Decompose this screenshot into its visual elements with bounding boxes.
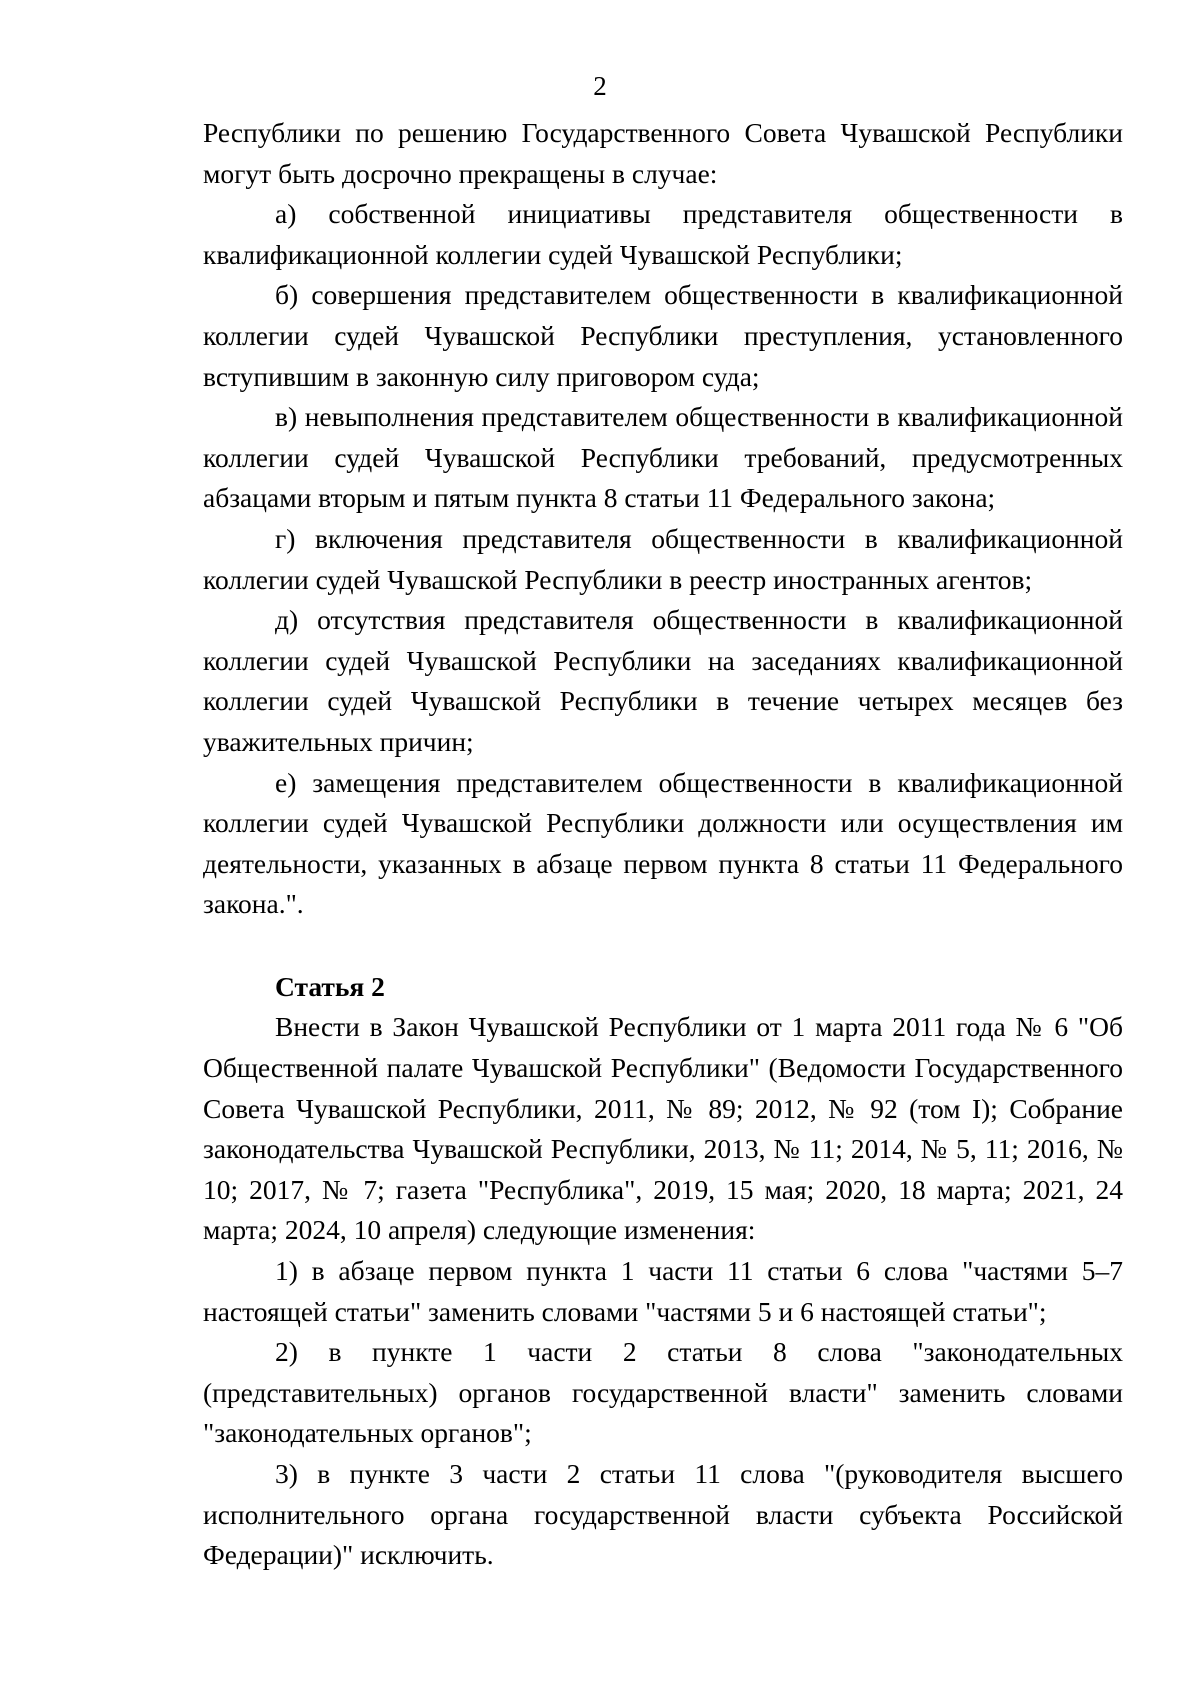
article1-item-b: б) совершения представителем общественности в квалификационной коллегии судей Чувашской Республики преступления, установленного вступившим в законную силу приговором суда;	[203, 279, 1123, 392]
article2-item-1: 1) в абзаце первом пункта 1 части 11 статьи 6 слова "частями 5–7 настоящей статьи" заменить словами "частями 5 и 6 настоящей статьи";	[203, 1255, 1123, 1327]
article1-item-v: в) невыполнения представителем общественности в квалификационной коллегии судей Чувашской Республики требований, предусмотренных абзацами вторым и пятым пункта 8 статьи 11 Федерального закона;	[203, 401, 1123, 514]
article1-item-d: д) отсутствия представителя общественности в квалификационной коллегии судей Чувашской Республики на заседаниях квалификационной коллегии судей Чувашской Республики в течение четырех месяцев без уважительных причин;	[203, 604, 1123, 757]
article2-intro-paragraph: Внести в Закон Чувашской Республики от 1 марта 2011 года № 6 "Об Общественной палате Чувашской Республики" (Ведомости Государственного Совета Чувашской Республики, 2011, № 89; 2012, № 92 (том I); Собрание законодательства Чувашской Республики, 2013, № 11; 2014, № 5, 11; 2016, № 10; 2017, № 7; газета "Республика", 2019, 15 мая; 2020, 18 марта; 2021, 24 марта; 2024, 10 апреля) следующие изменения:	[203, 1011, 1123, 1246]
article2-item-2: 2) в пункте 1 части 2 статьи 8 слова "законодательных (представительных) органов государственной власти" заменить словами "законодательных органов";	[203, 1336, 1123, 1449]
article2-item-3: 3) в пункте 3 части 2 статьи 11 слова "(руководителя высшего исполнительного органа государственной власти субъекта Российской Федерации)" исключить.	[203, 1458, 1123, 1571]
article2-heading: Статья 2	[275, 970, 385, 1002]
article1-item-e: е) замещения представителем общественности в квалификационной коллегии судей Чувашской Республики должности или осуществления им деятельности, указанных в абзаце первом пункта 8 статьи 11 Федерального закона.".	[203, 766, 1123, 920]
article1-item-g: г) включения представителя общественности в квалификационной коллегии судей Чувашской Республики в реестр иностранных агентов;	[203, 522, 1123, 595]
article1-item-a: а) собственной инициативы представителя общественности в квалификационной коллегии судей Чувашской Республики;	[203, 198, 1123, 270]
document-body	[203, 113, 1123, 1576]
page-number: 2	[593, 71, 607, 101]
article1-lead-paragraph: Республики по решению Государственного Совета Чувашской Республики могут быть досрочно прекращены в случае:	[203, 117, 1123, 189]
